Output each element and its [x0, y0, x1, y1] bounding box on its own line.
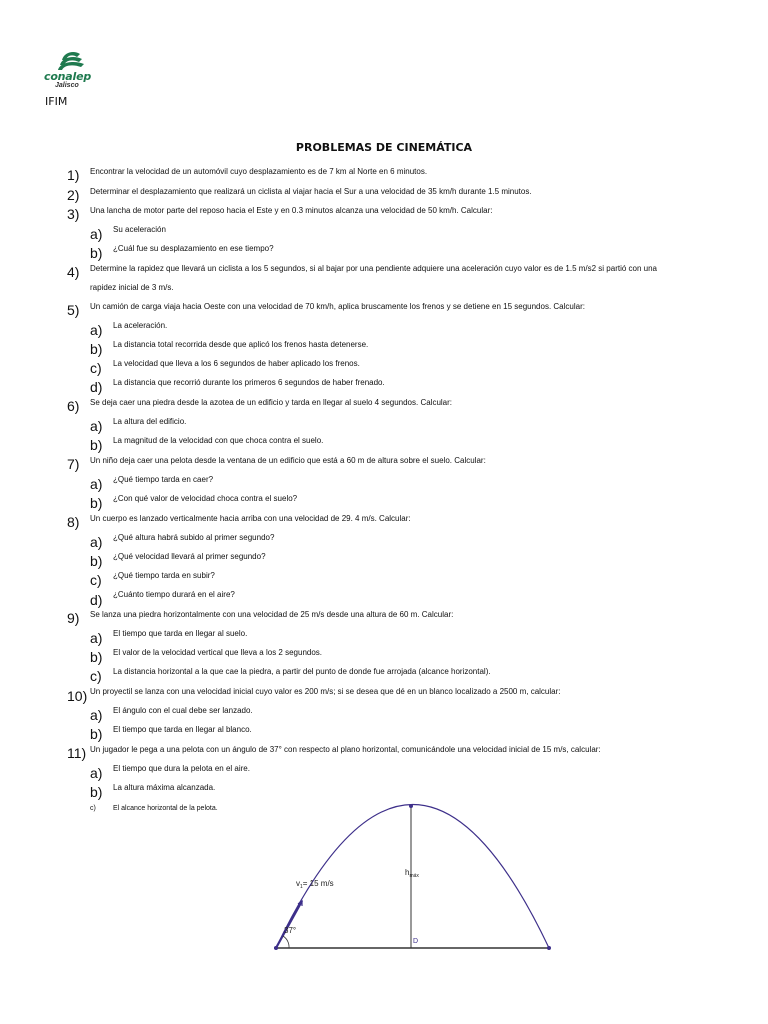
apex-point: [409, 804, 413, 808]
problem-7-item-label: b): [90, 495, 103, 511]
problem-11-item-label: a): [90, 765, 103, 781]
problem-7-item-label: a): [90, 476, 103, 492]
problem-9-item-label: b): [90, 649, 103, 665]
problem-9-item-label: a): [90, 630, 103, 646]
logo-sub-text: Jalisco: [55, 82, 79, 89]
problem-7-item-text: ¿Qué tiempo tarda en caer?: [113, 475, 214, 484]
problem-6-text: Se deja caer una piedra desde la azotea de un edificio y tarda en llegar al suelo 4 segundos. Calcular:: [90, 398, 453, 407]
problem-6-item-text: La altura del edificio.: [113, 417, 187, 426]
document-title: PROBLEMAS DE CINEMÁTICA: [295, 141, 473, 154]
problem-8-item-text: ¿Qué tiempo tarda en subir?: [113, 571, 215, 580]
problem-9-item-text: La distancia horizontal a la que cae la piedra, a partir del punto de donde fue arrojada (alcance horizontal).: [113, 667, 491, 676]
problem-10-number: 10): [67, 688, 88, 704]
problem-5-item-text: La aceleración.: [113, 321, 168, 330]
problem-3-text: Una lancha de motor parte del reposo hacia el Este y en 0.3 minutos alcanza una velocidad de 50 km/h. Calcular:: [90, 206, 493, 215]
conalep-logo: [42, 48, 100, 92]
problem-10-item-label: b): [90, 726, 103, 742]
org-name: IFIM: [45, 95, 68, 108]
problem-11-item-text: El tiempo que dura la pelota en el aire.: [113, 764, 250, 773]
problem-8-item-label: c): [90, 572, 102, 588]
problem-4-number: 4): [67, 264, 80, 280]
problem-11-item-label: c): [90, 805, 96, 812]
problem-3-item-label: a): [90, 226, 103, 242]
problem-10-text: Un proyectil se lanza con una velocidad inicial cuyo valor es 200 m/s; si se desea que dé en un blanco localizado a 2500 m, calcular:: [90, 687, 561, 696]
problem-5-text: Un camión de carga viaja hacia Oeste con una velocidad de 70 km/h, aplica bruscamente los frenos y se detiene en 15 segundos. Calcular:: [90, 302, 585, 311]
problem-11-text: Un jugador le pega a una pelota con un ángulo de 37° con respecto al plano horizontal, comunicándole una velocidad inicial de 15 m/s, calcular:: [90, 745, 601, 754]
problem-10-item-text: El tiempo que tarda en llegar al blanco.: [113, 725, 252, 734]
problem-3-item-text: Su aceleración: [113, 225, 166, 234]
problem-11-item-text: El alcance horizontal de la pelota.: [113, 805, 218, 812]
problem-9-item-text: El tiempo que tarda en llegar al suelo.: [113, 629, 248, 638]
problem-7-text: Un niño deja caer una pelota desde la ventana de un edificio que está a 60 m de altura sobre el suelo. Calcular:: [90, 456, 486, 465]
logo-brand-text: conalep: [44, 70, 92, 83]
problem-6-number: 6): [67, 398, 80, 414]
problem-5-item-text: La distancia total recorrida desde que aplicó los frenos hasta detenerse.: [113, 340, 369, 349]
problem-6-item-label: a): [90, 418, 103, 434]
problem-2-text: Determinar el desplazamiento que realizará un ciclista al viajar hacia el Sur a una velocidad de 35 km/h durante 1.5 minutos.: [90, 187, 532, 196]
launch-point: [274, 946, 278, 950]
problem-8-item-text: ¿Qué altura habrá subido al primer segundo?: [113, 533, 275, 542]
hmax-label: $h_{máx}$: [405, 868, 419, 879]
problem-8-item-label: b): [90, 553, 103, 569]
problem-7-item-text: ¿Con qué valor de velocidad choca contra el suelo?: [113, 494, 298, 503]
problem-9-number: 9): [67, 610, 80, 626]
landing-point: [547, 946, 551, 950]
problem-11-number: 11): [67, 745, 87, 761]
problem-11-item-text: La altura máxima alcanzada.: [113, 783, 216, 792]
problem-5-item-label: a): [90, 322, 103, 338]
problem-3-item-text: ¿Cuál fue su desplazamiento en ese tiempo?: [113, 244, 274, 253]
problem-9-item-text: El valor de la velocidad vertical que lleva a los 2 segundos.: [113, 648, 323, 657]
problem-7-number: 7): [67, 456, 80, 472]
problem-8-item-text: ¿Qué velocidad llevará al primer segundo?: [113, 552, 266, 561]
origin-label: D: [413, 938, 419, 945]
problem-10-item-text: El ángulo con el cual debe ser lanzado.: [113, 706, 253, 715]
problem-4-text: Determine la rapidez que llevará un ciclista a los 5 segundos, si al bajar por una pendiente adquiere una aceleración cuyo valor es de 1.5 m/s2 si partió con una: [90, 264, 658, 273]
projectile-diagram: [258, 801, 558, 953]
problem-6-item-text: La magnitud de la velocidad con que choca contra el suelo.: [113, 436, 324, 445]
problem-5-item-text: La distancia que recorrió durante los primeros 6 segundos de haber frenado.: [113, 378, 385, 387]
angle-label: 37°: [284, 926, 297, 935]
angle-arc: [283, 936, 289, 948]
problem-8-item-label: d): [90, 592, 103, 608]
problem-1-text: Encontrar la velocidad de un automóvil cuyo desplazamiento es de 7 km al Norte en 6 minutos.: [90, 167, 428, 176]
problem-1-number: 1): [67, 167, 80, 183]
problem-6-item-label: b): [90, 437, 103, 453]
problem-3-item-label: b): [90, 245, 103, 261]
problem-2-number: 2): [67, 187, 80, 203]
problem-10-item-label: a): [90, 707, 103, 723]
problem-4-text-continued: rapidez inicial de 3 m/s.: [90, 283, 174, 292]
problem-8-item-text: ¿Cuánto tiempo durará en el aire?: [113, 590, 235, 599]
problem-9-text: Se lanza una piedra horizontalmente con una velocidad de 25 m/s desde una altura de 60 m. Calcular:: [90, 610, 454, 619]
problem-8-text: Un cuerpo es lanzado verticalmente hacia arriba con una velocidad de 29. 4 m/s. Calcular:: [90, 514, 411, 523]
problem-5-item-label: c): [90, 360, 102, 376]
problem-8-item-label: a): [90, 534, 103, 550]
problem-3-number: 3): [67, 206, 80, 222]
problem-5-number: 5): [67, 302, 80, 318]
velocity-vector: [276, 901, 302, 948]
problem-8-number: 8): [67, 514, 80, 530]
problem-5-item-label: d): [90, 379, 103, 395]
logo-mark-icon: [42, 48, 100, 72]
velocity-label: $v_1= 15$ m/s: [296, 879, 334, 890]
problem-11-item-label: b): [90, 784, 103, 800]
problem-5-item-label: b): [90, 341, 103, 357]
problem-9-item-label: c): [90, 668, 102, 684]
problem-5-item-text: La velocidad que lleva a los 6 segundos de haber aplicado los frenos.: [113, 359, 360, 368]
